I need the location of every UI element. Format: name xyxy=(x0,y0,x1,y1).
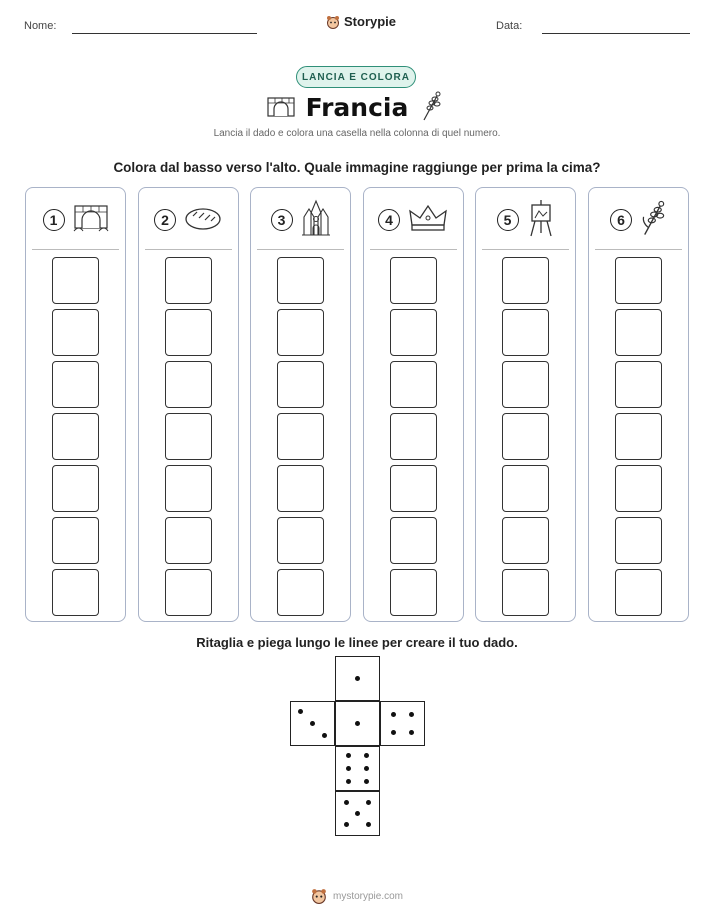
column-number: 6 xyxy=(610,209,632,231)
color-box[interactable] xyxy=(390,361,437,408)
column-number: 5 xyxy=(497,209,519,231)
color-box[interactable] xyxy=(615,465,662,512)
color-box[interactable] xyxy=(502,465,549,512)
color-box[interactable] xyxy=(52,361,99,408)
color-box[interactable] xyxy=(390,309,437,356)
activity-badge: LANCIA E COLORA xyxy=(296,66,416,88)
column-divider xyxy=(257,249,344,250)
column-5 xyxy=(475,187,576,622)
die-pip xyxy=(322,733,327,738)
column-divider xyxy=(370,249,457,250)
coloring-instruction: Colora dal basso verso l'alto. Quale immagine raggiunge per prima la cima? xyxy=(113,160,601,175)
footer xyxy=(0,888,714,904)
stone-bridge-icon xyxy=(73,203,109,238)
die-pip xyxy=(346,779,351,784)
color-box[interactable] xyxy=(615,569,662,616)
name-label: Nome: xyxy=(24,20,57,32)
die-face xyxy=(335,701,380,746)
easel-icon xyxy=(527,199,555,242)
column-header xyxy=(26,200,125,240)
column-divider xyxy=(145,249,232,250)
die-pip xyxy=(346,753,351,758)
page-title: Francia xyxy=(305,93,409,122)
color-box[interactable] xyxy=(165,257,212,304)
die-pip xyxy=(366,822,371,827)
die-pip xyxy=(346,766,351,771)
die-face xyxy=(335,746,380,791)
color-box[interactable] xyxy=(502,257,549,304)
die-face xyxy=(290,701,335,746)
column-divider xyxy=(32,249,119,250)
color-box[interactable] xyxy=(390,517,437,564)
column-3 xyxy=(250,187,351,622)
color-box[interactable] xyxy=(277,517,324,564)
column-number: 1 xyxy=(43,209,65,231)
color-box[interactable] xyxy=(52,517,99,564)
bread-icon xyxy=(184,205,222,236)
die-pip xyxy=(364,779,369,784)
date-label: Data: xyxy=(496,20,523,32)
color-box[interactable] xyxy=(52,309,99,356)
die-pip xyxy=(355,811,360,816)
crown-icon xyxy=(408,203,448,238)
color-box[interactable] xyxy=(277,465,324,512)
color-box[interactable] xyxy=(502,309,549,356)
subtitle: Lancia il dado e colora una casella nella colonna di quel numero. xyxy=(213,128,501,139)
die-pip xyxy=(344,822,349,827)
footer-logo-icon xyxy=(311,888,327,904)
color-box[interactable] xyxy=(502,413,549,460)
name-line xyxy=(72,33,257,34)
lavender-icon xyxy=(640,198,666,243)
die-pip xyxy=(364,766,369,771)
column-2 xyxy=(138,187,239,622)
color-box[interactable] xyxy=(165,361,212,408)
color-box[interactable] xyxy=(165,413,212,460)
column-6 xyxy=(588,187,689,622)
die-face xyxy=(335,791,380,836)
die-pip xyxy=(391,712,396,717)
stone-bridge-icon xyxy=(266,95,296,119)
die-pip xyxy=(364,753,369,758)
column-number: 2 xyxy=(154,209,176,231)
column-divider xyxy=(595,249,682,250)
die-pip xyxy=(298,709,303,714)
column-divider xyxy=(482,249,569,250)
column-header xyxy=(251,200,350,240)
color-box[interactable] xyxy=(277,569,324,616)
color-box[interactable] xyxy=(502,569,549,616)
cathedral-icon xyxy=(301,199,331,242)
logo xyxy=(326,14,396,29)
color-box[interactable] xyxy=(52,257,99,304)
column-1 xyxy=(25,187,126,622)
die-pip xyxy=(366,800,371,805)
column-number: 4 xyxy=(378,209,400,231)
color-box[interactable] xyxy=(52,569,99,616)
die-pip xyxy=(409,730,414,735)
die-pip xyxy=(344,800,349,805)
color-box[interactable] xyxy=(165,517,212,564)
date-line xyxy=(542,33,690,34)
color-box[interactable] xyxy=(165,569,212,616)
cut-instruction: Ritaglia e piega lungo le linee per creare il tuo dado. xyxy=(196,635,518,650)
color-box[interactable] xyxy=(52,413,99,460)
die-pip xyxy=(355,676,360,681)
color-box[interactable] xyxy=(277,361,324,408)
column-4 xyxy=(363,187,464,622)
color-box[interactable] xyxy=(390,465,437,512)
color-box[interactable] xyxy=(277,257,324,304)
color-box[interactable] xyxy=(502,361,549,408)
die-pip xyxy=(391,730,396,735)
die-face xyxy=(380,701,425,746)
column-header xyxy=(139,200,238,240)
color-box[interactable] xyxy=(615,413,662,460)
lavender-icon xyxy=(420,90,442,122)
die-pip xyxy=(310,721,315,726)
color-box[interactable] xyxy=(277,413,324,460)
column-header xyxy=(364,200,463,240)
footer-url: mystorypie.com xyxy=(332,890,403,902)
color-box[interactable] xyxy=(277,309,324,356)
color-box[interactable] xyxy=(615,517,662,564)
die-face xyxy=(335,656,380,701)
logo-text: Storypie xyxy=(344,14,397,29)
color-box[interactable] xyxy=(390,257,437,304)
color-box[interactable] xyxy=(390,569,437,616)
color-box[interactable] xyxy=(52,465,99,512)
color-box[interactable] xyxy=(615,309,662,356)
storypie-logo-icon xyxy=(326,15,340,29)
color-box[interactable] xyxy=(615,361,662,408)
color-box[interactable] xyxy=(165,465,212,512)
color-box[interactable] xyxy=(390,413,437,460)
die-pip xyxy=(409,712,414,717)
column-number: 3 xyxy=(271,209,293,231)
color-box[interactable] xyxy=(165,309,212,356)
column-header xyxy=(476,200,575,240)
color-box[interactable] xyxy=(502,517,549,564)
column-header xyxy=(589,200,688,240)
die-pip xyxy=(355,721,360,726)
color-box[interactable] xyxy=(615,257,662,304)
